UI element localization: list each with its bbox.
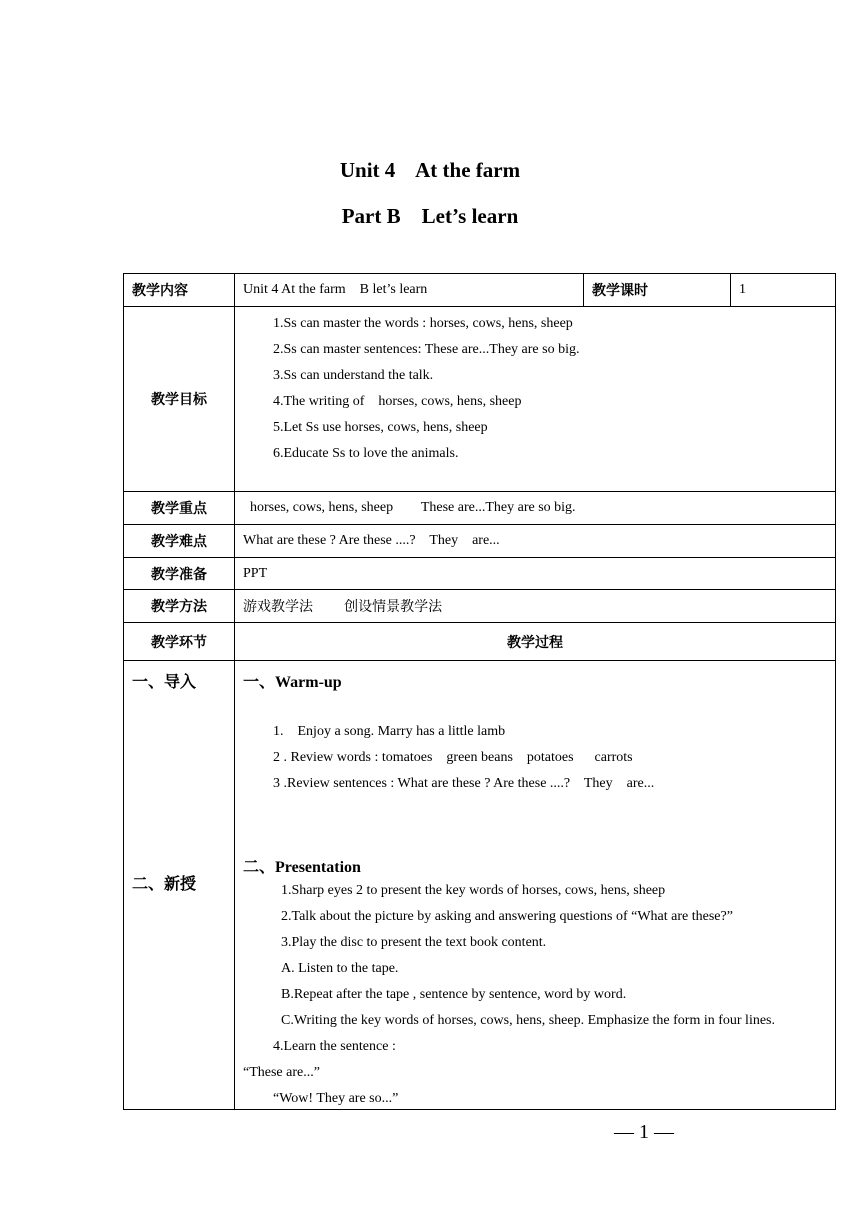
preparation-value: PPT: [235, 558, 836, 590]
presentation-heading: [243, 854, 361, 877]
warmup-heading-number: 一、: [243, 672, 276, 691]
document-title: Unit 4 At the farm: [339, 158, 521, 182]
content-value: Unit 4 At the farm B let’s learn: [235, 274, 584, 307]
row-stages-header: [124, 623, 836, 661]
goal-item: 3.Ss can understand the talk.: [273, 368, 434, 383]
methods-value: 游戏教学法 创设情景教学法: [235, 590, 836, 623]
difficulties-value: What are these ? Are these ....? They are...: [235, 525, 836, 558]
warmup-heading-text: Warm-up: [275, 674, 342, 691]
stage-new-label: 二、新授: [132, 874, 197, 893]
periods-value: 1: [731, 274, 836, 307]
methods-label: 教学方法: [124, 590, 235, 623]
warmup-item: 3 .Review sentences : What are these ? Are these ....? They are...: [273, 776, 655, 791]
key-points-value: horses, cows, hens, sheep These are...They are so big.: [235, 492, 836, 525]
row-preparation: [124, 558, 836, 590]
stage-intro-label: 一、导入: [132, 672, 197, 691]
difficulties-label: 教学难点: [124, 525, 235, 558]
warmup-heading: [243, 669, 342, 692]
goals-label: 教学目标: [124, 307, 235, 492]
process-cell: [235, 661, 836, 1110]
presentation-item: 1.Sharp eyes 2 to present the key words of horses, cows, hens, sheep: [281, 883, 666, 898]
row-key-points: [124, 492, 836, 525]
goals-cell: [235, 307, 836, 492]
warmup-item: 1. Enjoy a song. Marry has a little lamb: [273, 724, 506, 739]
goal-item: 5.Let Ss use horses, cows, hens, sheep: [273, 420, 488, 435]
preparation-label: 教学准备: [124, 558, 235, 590]
periods-label: 教学课时: [584, 274, 731, 307]
page-number: — 1 —: [614, 1121, 674, 1143]
goal-item: 1.Ss can master the words : horses, cows, hens, sheep: [273, 316, 573, 331]
lesson-plan-table: [123, 273, 836, 1110]
presentation-item: 4.Learn the sentence :: [273, 1039, 396, 1054]
stages-label: 教学环节: [124, 623, 235, 661]
document-subtitle: Part B Let’s learn: [341, 204, 519, 228]
row-difficulties: [124, 525, 836, 558]
process-label: 教学过程: [235, 623, 836, 661]
presentation-item: “These are...”: [243, 1065, 320, 1080]
row-methods: [124, 590, 836, 623]
key-points-label: 教学重点: [124, 492, 235, 525]
row-goals: [124, 307, 836, 492]
goal-item: 6.Educate Ss to love the animals.: [273, 446, 459, 461]
presentation-item: A. Listen to the tape.: [281, 961, 399, 976]
presentation-item: B.Repeat after the tape , sentence by sentence, word by word.: [281, 987, 627, 1002]
presentation-item: “Wow! They are so...”: [273, 1091, 399, 1106]
goal-item: 2.Ss can master sentences: These are...They are so big.: [273, 342, 580, 357]
warmup-item: 2 . Review words : tomatoes green beans potatoes carrots: [273, 750, 633, 765]
presentation-item: 3.Play the disc to present the text book content.: [281, 935, 547, 950]
presentation-heading-number: 二、: [243, 857, 276, 876]
row-process: [124, 661, 836, 1110]
goal-item: 4.The writing of horses, cows, hens, sheep: [273, 394, 522, 409]
content-label: 教学内容: [124, 274, 235, 307]
stages-cell: [124, 661, 235, 1110]
presentation-item: 2.Talk about the picture by asking and answering questions of “What are these?”: [281, 909, 733, 924]
presentation-heading-text: Presentation: [275, 859, 361, 876]
row-content: [124, 274, 836, 307]
presentation-item: C.Writing the key words of horses, cows, hens, sheep. Emphasize the form in four lines.: [281, 1013, 775, 1028]
